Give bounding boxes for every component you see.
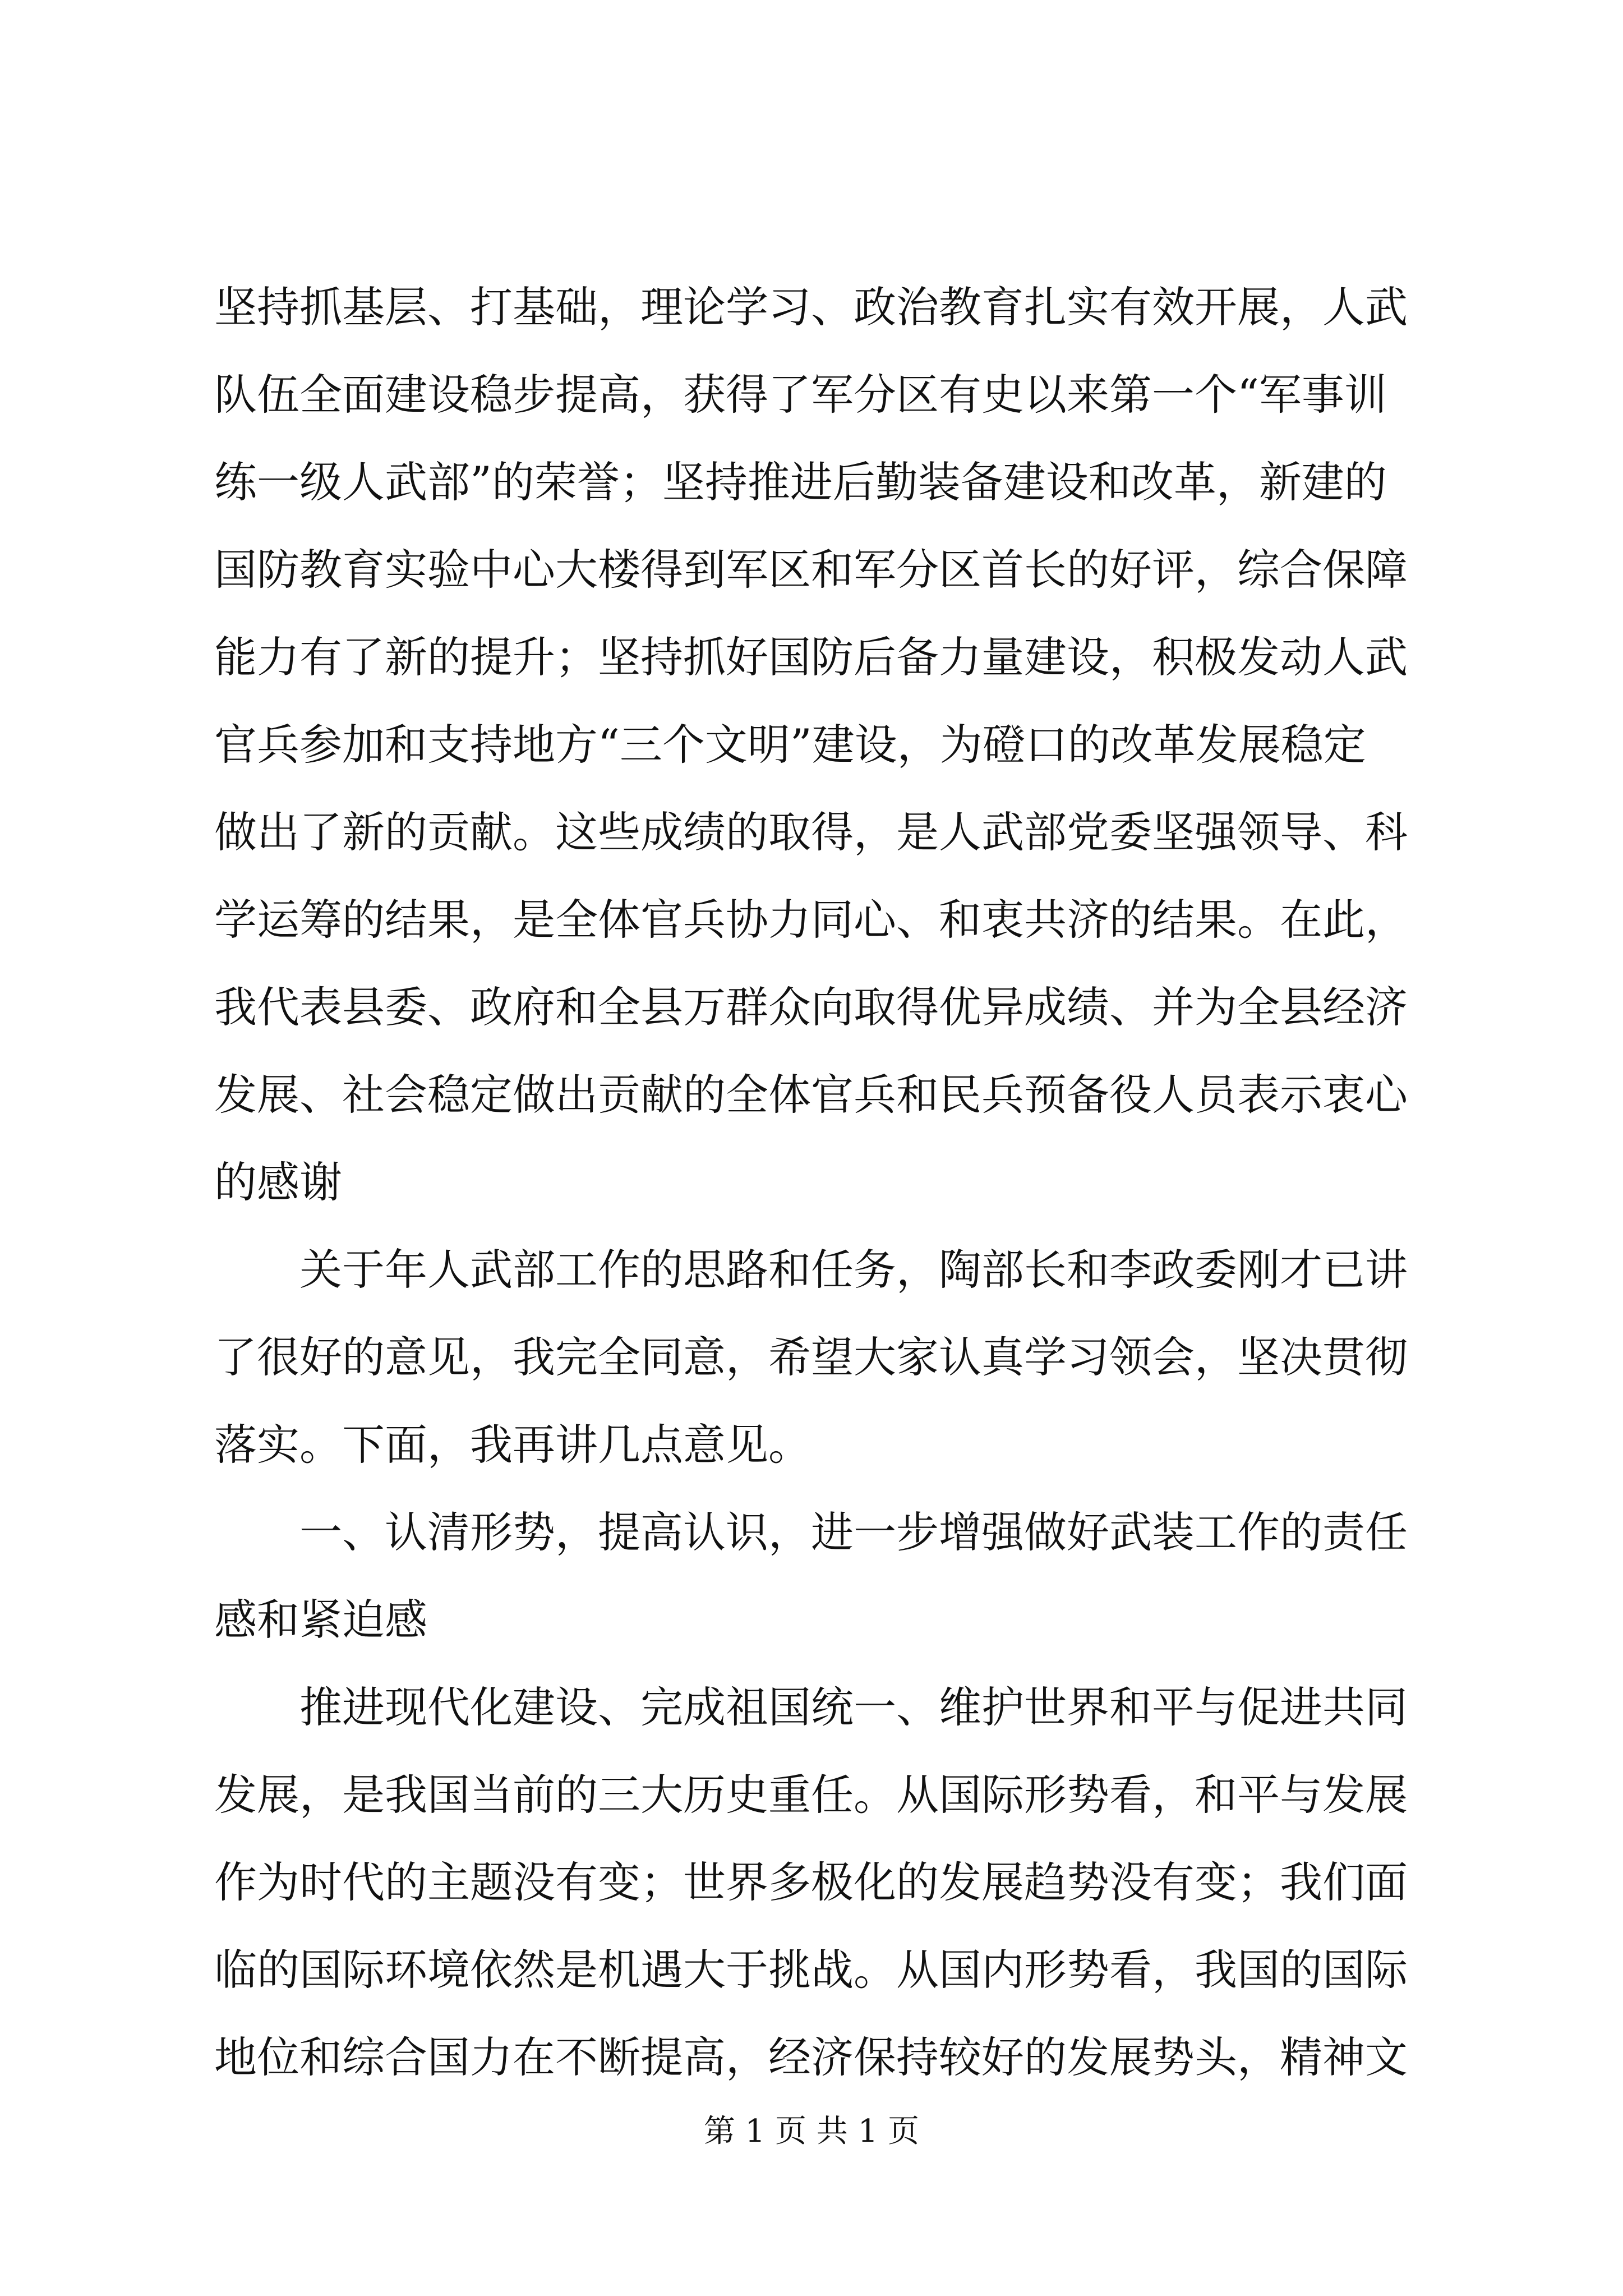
page-footer xyxy=(0,2109,1623,2154)
text-line: 地位和综合国力在不断提高，经济保持较好的发展势头，精神文 xyxy=(214,2032,1408,2082)
text-line: 官兵参加和支持地方“三个文明”建设，为磴口的改革发展稳定 xyxy=(214,720,1366,770)
page-number-label: 第 1 页 共 1 页 xyxy=(703,2113,920,2150)
text-line: 国防教育实验中心大楼得到军区和军分区首长的好评，综合保障 xyxy=(214,545,1408,595)
text-line: 队伍全面建设稳步提高，获得了军分区有史以来第一个“军事训 xyxy=(214,370,1387,420)
text-line: 发展，是我国当前的三大历史重任。从国际形势看，和平与发展 xyxy=(214,1770,1408,1820)
text-line: 练一级人武部”的荣誉；坚持推进后勤装备建设和改革，新建的 xyxy=(214,457,1387,507)
text-line: 学运筹的结果，是全体官兵协力同心、和衷共济的结果。在此， xyxy=(214,895,1408,945)
text-line: 临的国际环境依然是机遇大于挑战。从国内形势看，我国的国际 xyxy=(214,1945,1408,1995)
text-line: 发展、社会稳定做出贡献的全体官兵和民兵预备役人员表示衷心 xyxy=(214,1070,1408,1120)
body-text xyxy=(214,264,1414,2101)
text-line: 一、认清形势，提高认识，进一步增强做好武装工作的责任 xyxy=(299,1507,1408,1557)
text-line: 感和紧迫感 xyxy=(214,1595,427,1645)
text-line: 坚持抓基层、打基础，理论学习、政治教育扎实有效开展，人武 xyxy=(214,282,1408,332)
text-line: 作为时代的主题没有变；世界多极化的发展趋势没有变；我们面 xyxy=(214,1857,1408,1907)
text-line: 能力有了新的提升；坚持抓好国防后备力量建设，积极发动人武 xyxy=(214,632,1408,682)
text-line: 我代表县委、政府和全县万群众向取得优异成绩、并为全县经济 xyxy=(214,982,1408,1032)
text-line: 落实。下面，我再讲几点意见。 xyxy=(214,1420,811,1470)
text-line: 做出了新的贡献。这些成绩的取得，是人武部党委坚强领导、科 xyxy=(214,807,1408,857)
text-line: 的感谢 xyxy=(214,1157,342,1207)
text-line: 推进现代化建设、完成祖国统一、维护世界和平与促进共同 xyxy=(299,1682,1408,1732)
text-line: 关于年人武部工作的思路和任务，陶部长和李政委刚才已讲 xyxy=(299,1245,1408,1295)
text-line: 了很好的意见，我完全同意，希望大家认真学习领会，坚决贯彻 xyxy=(214,1332,1408,1382)
